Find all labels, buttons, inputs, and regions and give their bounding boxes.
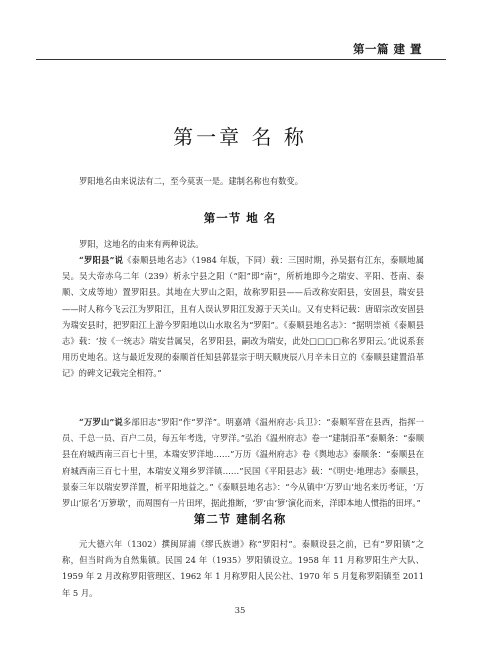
chapter-intro: 罗阳地名由来说法有二，至今莫衷一是。建制名称也有数变。 [79, 176, 304, 186]
chapter-title: 第一章 名 称 [173, 125, 307, 149]
paragraph-origin-intro: 罗阳，这地名的由来有两种说法。 [79, 239, 204, 249]
section-title-admin-names: 第二节 建制名称 [193, 512, 287, 526]
term-luoyang-county: “罗阳县”说 [79, 255, 124, 265]
paragraph-luoyang-county-theory [62, 252, 424, 382]
page-number: 35 [234, 606, 246, 616]
term-wanluoshan: “万罗山”说 [79, 417, 123, 427]
running-header: 第一篇 建 置 [352, 42, 422, 56]
paragraph-wanluoshan-theory [62, 414, 424, 511]
wanluoshan-text: 多部旧志“罗阳”作“罗洋”。明嘉靖《温州府志·兵卫》：“泰顺军营在县西，指挥一员、千总一员、百户二员，每五年考选，守罗洋。”弘治《温州府志》卷一“建制沿革”泰顺条：“泰顺县在府城西南三百七十里，本瑞安罗洋地……”万历《温州府志》卷《舆地志》泰顺条：“泰顺县在府城西南三百七十里，本瑞安义翔乡罗洋镇……”民国《平阳县志》载：“《明史·地理志》泰顺县，景泰三年以瑞安罗洋置，析平阳地益之。”《泰顺县地名志》：“今从镇中‘万罗山’地名来历考证，‘万罗山’原名‘万箩墩’，而周围有一片田坪，据此推断，‘罗’由‘箩’演化而来，洋即本地人惯指的田坪。” [62, 417, 425, 509]
luoyang-county-text: 《泰顺县地名志》（1984 年版，下同）载：三国时期，孙吴据有江东，泰顺地属吴。吴大帝赤乌二年（239）析永宁县之阳（“阳”即“南”，所析地即今之瑞安、平阳、苍南、泰顺、文成等地）置罗阳县。其地在大罗山之阳，故称罗阳县——后改称安阳县，安固县，瑞安县——时人称今飞云江为罗阳江，且有人误认罗阳江发源于天关山。又有史料记载：唐昭宗改安固县为瑞安县时，把罗阳江上游今罗阳地以山水取名为“罗阳”。《泰顺县地名志》：“据明崇祯《泰顺县志》载：‘按《一统志》瑞安昔属吴，名罗阳县，嗣改为瑞安，此处□□□□称名罗阳云。’此说系套用历史地名。这与最近发现的泰顺首任知县郭显宗于明天顺庚辰八月辛未日立的《泰顺县建置沿革记》的碑文记载完全相符。” [62, 255, 425, 379]
paragraph-admin-history: 元大德六年（1302）撰闽屏浦《缪氏族谱》称“罗阳村”。泰顺设县之前，已有“罗阳镇”之称，但当时尚为自然集镇。民国 24 年（1935）罗阳镇设立。1958 年 11 月称罗阳生产大队、1959 年 2 月改称罗阳管理区、1962 年 1 月称罗阳人民公社、1970 年 5 月复称罗阳镇至 2011 年 5 月。 [62, 539, 424, 598]
section-title-place-name: 第一节 地 名 [203, 211, 277, 225]
header-rule [36, 59, 446, 60]
